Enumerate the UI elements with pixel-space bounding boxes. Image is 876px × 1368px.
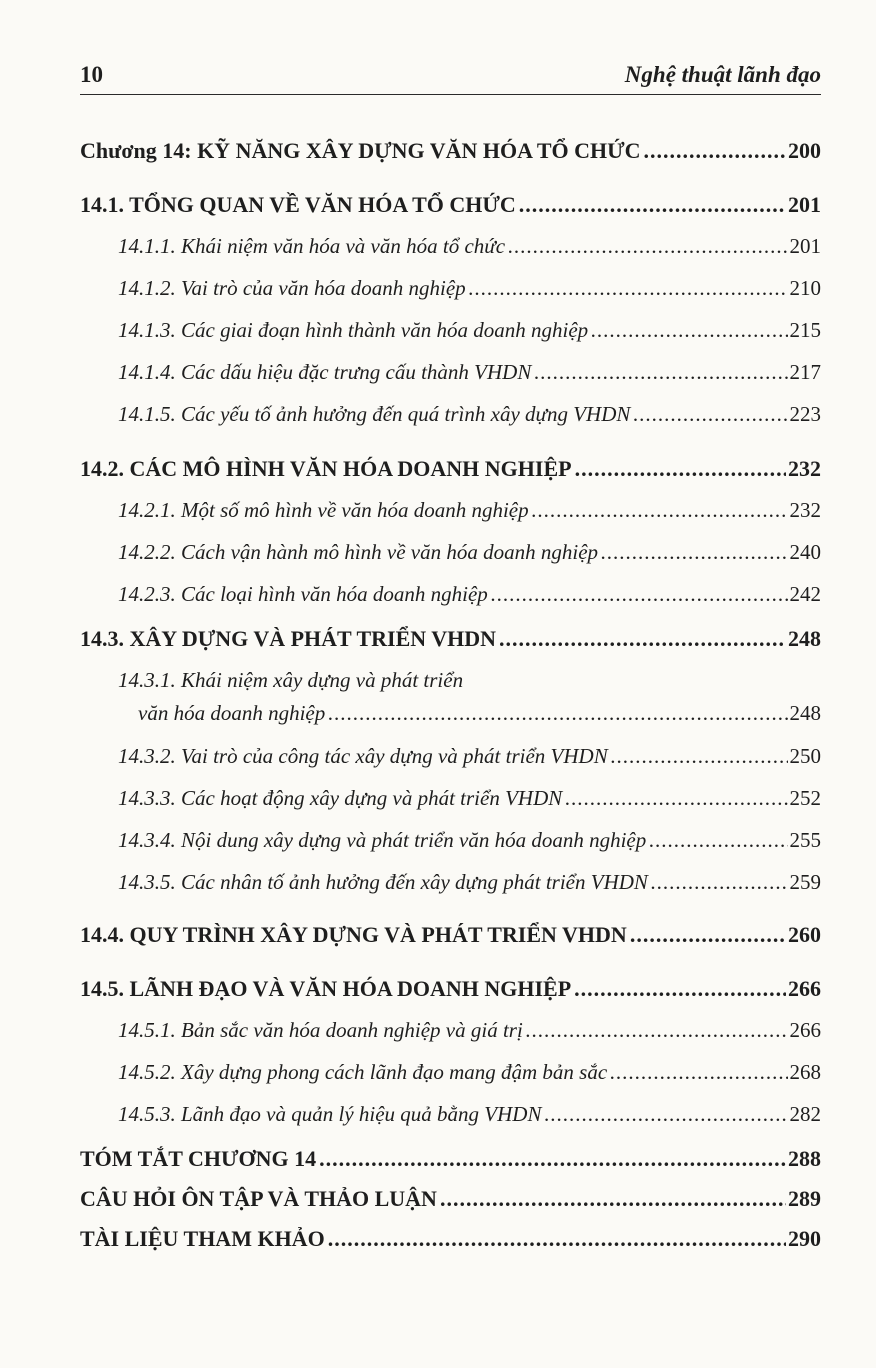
- toc-entry-page: 223: [789, 402, 821, 426]
- toc-leader-dots: [532, 498, 788, 523]
- toc-leader-dots: [651, 870, 788, 895]
- toc-entry-page: 268: [789, 1060, 821, 1084]
- toc-entry-label: CÂU HỎI ÔN TẬP VÀ THẢO LUẬN: [80, 1186, 437, 1211]
- toc-leader-dots: [633, 402, 787, 427]
- toc-leader-dots: [649, 828, 787, 853]
- toc-subsection-14-1-2[interactable]: [118, 276, 821, 301]
- toc-leader-dots: [534, 360, 787, 385]
- toc-entry-page: 266: [789, 1018, 821, 1042]
- toc-entry-label: 14.3.5. Các nhân tố ảnh hưởng đến xây dựng phát triển VHDN: [118, 870, 648, 894]
- toc-leader-dots: [508, 234, 787, 259]
- toc-entry-label: 14.3.4. Nội dung xây dựng và phát triển văn hóa doanh nghiệp: [118, 828, 647, 852]
- toc-entry-label: 14.3.2. Vai trò của công tác xây dựng và phát triển VHDN: [118, 744, 608, 768]
- toc-leader-dots: [565, 786, 787, 811]
- toc-entry-label: 14.2.2. Cách vận hành mô hình về văn hóa doanh nghiệp: [118, 540, 599, 564]
- toc-subsection-14-3-3[interactable]: [118, 786, 821, 811]
- toc-subsection-14-1-3[interactable]: [118, 318, 821, 343]
- toc-entry-label: 14.1.5. Các yếu tố ảnh hưởng đến quá trình xây dựng VHDN: [118, 402, 631, 426]
- toc-entry-label: 14.3.1. Khái niệm xây dựng và phát triển: [118, 668, 464, 692]
- toc-entry-label: Chương 14: KỸ NĂNG XÂY DỰNG VĂN HÓA TỔ CHỨC: [80, 138, 641, 163]
- toc-entry-label: 14.5.1. Bản sắc văn hóa doanh nghiệp và giá trị: [118, 1018, 523, 1042]
- toc-leader-dots: [591, 318, 787, 343]
- toc-entry-page: 282: [789, 1102, 821, 1126]
- toc-entry-label: 14.5.2. Xây dựng phong cách lãnh đạo mang đậm bản sắc: [118, 1060, 608, 1084]
- toc-leader-dots: [519, 192, 786, 218]
- toc-entry-page: 248: [788, 626, 821, 651]
- toc-leader-dots: [491, 582, 788, 607]
- toc-leader-dots: [574, 976, 786, 1002]
- toc-entry-label: 14.4. QUY TRÌNH XÂY DỰNG VÀ PHÁT TRIỂN VHDN: [80, 922, 627, 947]
- toc-entry-label: TÀI LIỆU THAM KHẢO: [80, 1226, 325, 1251]
- toc-leader-dots: [328, 701, 787, 726]
- toc-section-14-4[interactable]: [80, 922, 821, 948]
- toc-entry-label: 14.2.1. Một số mô hình về văn hóa doanh nghiệp: [118, 498, 529, 522]
- toc-entry-page: 260: [788, 922, 821, 947]
- page-number: 10: [80, 62, 103, 87]
- toc-entry-label: 14.2. CÁC MÔ HÌNH VĂN HÓA DOANH NGHIỆP: [80, 456, 572, 481]
- toc-entry-page: 201: [789, 234, 821, 258]
- toc-entry-label: 14.5. LÃNH ĐẠO VÀ VĂN HÓA DOANH NGHIỆP: [80, 976, 572, 1001]
- toc-entry-page: 217: [789, 360, 821, 384]
- toc-subsection-14-1-5[interactable]: [118, 402, 821, 427]
- page-header: [80, 62, 821, 95]
- toc-subsection-14-3-1[interactable]: [118, 668, 821, 726]
- toc-entry-label: 14.1.2. Vai trò của văn hóa doanh nghiệp: [118, 276, 466, 300]
- toc-leader-dots: [630, 922, 786, 948]
- toc-entry-label: 14.1.4. Các dấu hiệu đặc trưng cấu thành VHDN: [118, 360, 532, 384]
- toc-entry-page: 289: [788, 1186, 821, 1211]
- toc-subsection-14-5-3[interactable]: [118, 1102, 821, 1127]
- toc-leader-dots: [328, 1226, 786, 1252]
- toc-entry-label: 14.1. TỔNG QUAN VỀ VĂN HÓA TỔ CHỨC: [80, 192, 516, 217]
- toc-subsection-14-2-3[interactable]: [118, 582, 821, 607]
- toc-subsection-14-2-1[interactable]: [118, 498, 821, 523]
- toc-entry-label-continued: văn hóa doanh nghiệp: [138, 701, 326, 725]
- toc-leader-dots: [319, 1146, 786, 1172]
- toc-entry-page: 240: [789, 540, 821, 564]
- toc-leader-dots: [440, 1186, 786, 1212]
- toc-subsection-14-5-2[interactable]: [118, 1060, 821, 1085]
- toc-subsection-14-1-4[interactable]: [118, 360, 821, 385]
- toc-entry-page: 290: [788, 1226, 821, 1251]
- toc-leader-dots: [526, 1018, 788, 1043]
- toc-entry-page: 232: [789, 498, 821, 522]
- toc-leader-dots: [544, 1102, 787, 1127]
- toc-leader-dots: [601, 540, 787, 565]
- toc-chapter-14[interactable]: [80, 138, 821, 164]
- toc-entry-page: 215: [789, 318, 821, 342]
- toc-entry-label: 14.2.3. Các loại hình văn hóa doanh nghiệp: [118, 582, 488, 606]
- toc-entry-page: 232: [788, 456, 821, 481]
- toc-entry-page: 210: [789, 276, 821, 300]
- toc-subsection-14-5-1[interactable]: [118, 1018, 821, 1043]
- toc-entry-label: 14.3. XÂY DỰNG VÀ PHÁT TRIỂN VHDN: [80, 626, 497, 651]
- toc-leader-dots: [575, 456, 786, 482]
- toc-entry-page: 242: [789, 582, 821, 606]
- toc-summary[interactable]: [80, 1146, 821, 1172]
- toc-subsection-14-3-5[interactable]: [118, 870, 821, 895]
- toc-entry-page: 201: [788, 192, 821, 217]
- toc-subsection-14-3-4[interactable]: [118, 828, 821, 853]
- toc-entry-page: 248: [789, 701, 821, 725]
- toc-entry-label: 14.1.3. Các giai đoạn hình thành văn hóa doanh nghiệp: [118, 318, 589, 342]
- toc-entry-label: 14.5.3. Lãnh đạo và quản lý hiệu quả bằng VHDN: [118, 1102, 542, 1126]
- toc-section-14-2[interactable]: [80, 456, 821, 482]
- running-title: Nghệ thuật lãnh đạo: [624, 62, 821, 87]
- toc-entry-page: 252: [789, 786, 821, 810]
- toc-entry-page: 288: [788, 1146, 821, 1171]
- toc-leader-dots: [611, 744, 788, 769]
- toc-entry-label: 14.3.3. Các hoạt động xây dựng và phát triển VHDN: [118, 786, 563, 810]
- toc-section-14-3[interactable]: [80, 626, 821, 652]
- toc-subsection-14-2-2[interactable]: [118, 540, 821, 565]
- toc-entry-page: 255: [789, 828, 821, 852]
- toc-entry-page: 200: [788, 138, 821, 163]
- toc-entry-page: 266: [788, 976, 821, 1001]
- toc-references[interactable]: [80, 1226, 821, 1252]
- toc-subsection-14-1-1[interactable]: [118, 234, 821, 259]
- toc-entry-page: 259: [789, 870, 821, 894]
- toc-section-14-1[interactable]: [80, 192, 821, 218]
- toc-leader-dots: [644, 138, 786, 164]
- toc-leader-dots: [469, 276, 788, 301]
- toc-leader-dots: [610, 1060, 787, 1085]
- toc-subsection-14-3-2[interactable]: [118, 744, 821, 769]
- toc-section-14-5[interactable]: [80, 976, 821, 1002]
- toc-review-questions[interactable]: [80, 1186, 821, 1212]
- toc-leader-dots: [499, 626, 786, 652]
- toc-entry-page: 250: [789, 744, 821, 768]
- toc-entry-label: 14.1.1. Khái niệm văn hóa và văn hóa tổ chức: [118, 234, 506, 258]
- toc-entry-label: TÓM TẮT CHƯƠNG 14: [80, 1146, 317, 1171]
